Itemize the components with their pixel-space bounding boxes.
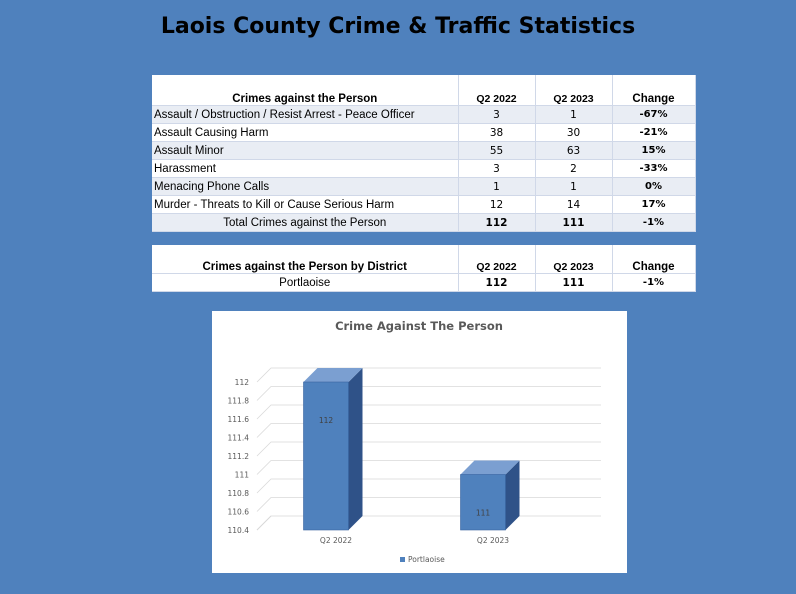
table-row bbox=[152, 142, 695, 160]
row-change: -67% bbox=[612, 106, 695, 124]
table-total-row bbox=[152, 214, 695, 232]
bar-data-label: 111 bbox=[475, 508, 491, 518]
y-tick-label: 112 bbox=[234, 378, 249, 387]
row-q2-2022: 3 bbox=[458, 106, 535, 124]
y-tick-label: 111.6 bbox=[227, 415, 249, 424]
row-q2-2022: 12 bbox=[458, 196, 535, 214]
chart-svg bbox=[212, 311, 627, 573]
table-row bbox=[152, 196, 695, 214]
bar-side bbox=[349, 368, 363, 530]
row-label: Murder - Threats to Kill or Cause Serious Harm bbox=[152, 196, 458, 214]
table-row bbox=[152, 106, 695, 124]
y-tick-label: 111 bbox=[234, 470, 249, 480]
row-q2-2023: 1 bbox=[535, 178, 612, 196]
y-tick-label: 111.8 bbox=[227, 396, 249, 406]
table-header-row bbox=[152, 75, 695, 106]
district-table bbox=[152, 245, 696, 292]
district-q2-2022: 112 bbox=[458, 274, 535, 292]
total-q2-2022: 112 bbox=[458, 214, 535, 232]
x-tick-label: Q2 2023 bbox=[476, 536, 510, 545]
total-q2-2023: 111 bbox=[535, 214, 612, 232]
row-label: Assault Causing Harm bbox=[152, 124, 458, 142]
header-category: Crimes against the Person bbox=[152, 75, 458, 106]
row-change: -21% bbox=[612, 124, 695, 142]
x-tick-label: Q2 2022 bbox=[319, 536, 353, 545]
bar-data-label: 112 bbox=[318, 416, 334, 425]
row-q2-2022: 38 bbox=[458, 124, 535, 142]
row-q2-2023: 2 bbox=[535, 160, 612, 178]
row-label: Assault Minor bbox=[152, 142, 458, 160]
row-label: Assault / Obstruction / Resist Arrest - Peace Officer bbox=[152, 106, 458, 124]
row-q2-2023: 30 bbox=[535, 124, 612, 142]
bar bbox=[304, 382, 349, 530]
y-tick-label: 110.6 bbox=[227, 507, 249, 517]
row-q2-2023: 14 bbox=[535, 196, 612, 214]
total-change: -1% bbox=[612, 214, 695, 232]
district-q2-2023: 111 bbox=[535, 274, 612, 292]
table-header-row bbox=[152, 245, 695, 274]
header-q2-2022: Q2 2022 bbox=[458, 245, 535, 274]
row-q2-2022: 1 bbox=[458, 178, 535, 196]
header-change: Change bbox=[612, 75, 695, 106]
table-row bbox=[152, 124, 695, 142]
y-tick-label: 111.2 bbox=[227, 452, 249, 461]
header-district: Crimes against the Person by District bbox=[152, 245, 458, 274]
district-change: -1% bbox=[612, 274, 695, 292]
chart-title: Crime Against The Person bbox=[335, 319, 503, 333]
y-tick-label: 110.4 bbox=[227, 526, 249, 535]
row-label: Harassment bbox=[152, 160, 458, 178]
row-change: 15% bbox=[612, 142, 695, 160]
y-tick-label: 111.4 bbox=[227, 433, 249, 443]
row-label: Menacing Phone Calls bbox=[152, 178, 458, 196]
district-label: Portlaoise bbox=[152, 274, 458, 292]
header-q2-2023: Q2 2023 bbox=[535, 75, 612, 106]
crimes-against-person-table bbox=[152, 75, 696, 232]
y-tick-label: 110.8 bbox=[227, 489, 249, 498]
legend-swatch bbox=[400, 557, 405, 562]
row-change: 0% bbox=[612, 178, 695, 196]
row-q2-2022: 3 bbox=[458, 160, 535, 178]
crime-chart bbox=[212, 311, 627, 573]
row-q2-2023: 63 bbox=[535, 142, 612, 160]
total-label: Total Crimes against the Person bbox=[152, 214, 458, 232]
row-q2-2022: 55 bbox=[458, 142, 535, 160]
bar bbox=[461, 475, 506, 531]
row-change: -33% bbox=[612, 160, 695, 178]
legend-label: Portlaoise bbox=[408, 555, 445, 564]
table-row bbox=[152, 160, 695, 178]
header-change: Change bbox=[612, 245, 695, 274]
row-q2-2023: 1 bbox=[535, 106, 612, 124]
table-row bbox=[152, 178, 695, 196]
header-q2-2023: Q2 2023 bbox=[535, 245, 612, 274]
table-row bbox=[152, 274, 695, 292]
page-title: Laois County Crime & Traffic Statistics bbox=[160, 14, 636, 39]
row-change: 17% bbox=[612, 196, 695, 214]
header-q2-2022: Q2 2022 bbox=[458, 75, 535, 106]
